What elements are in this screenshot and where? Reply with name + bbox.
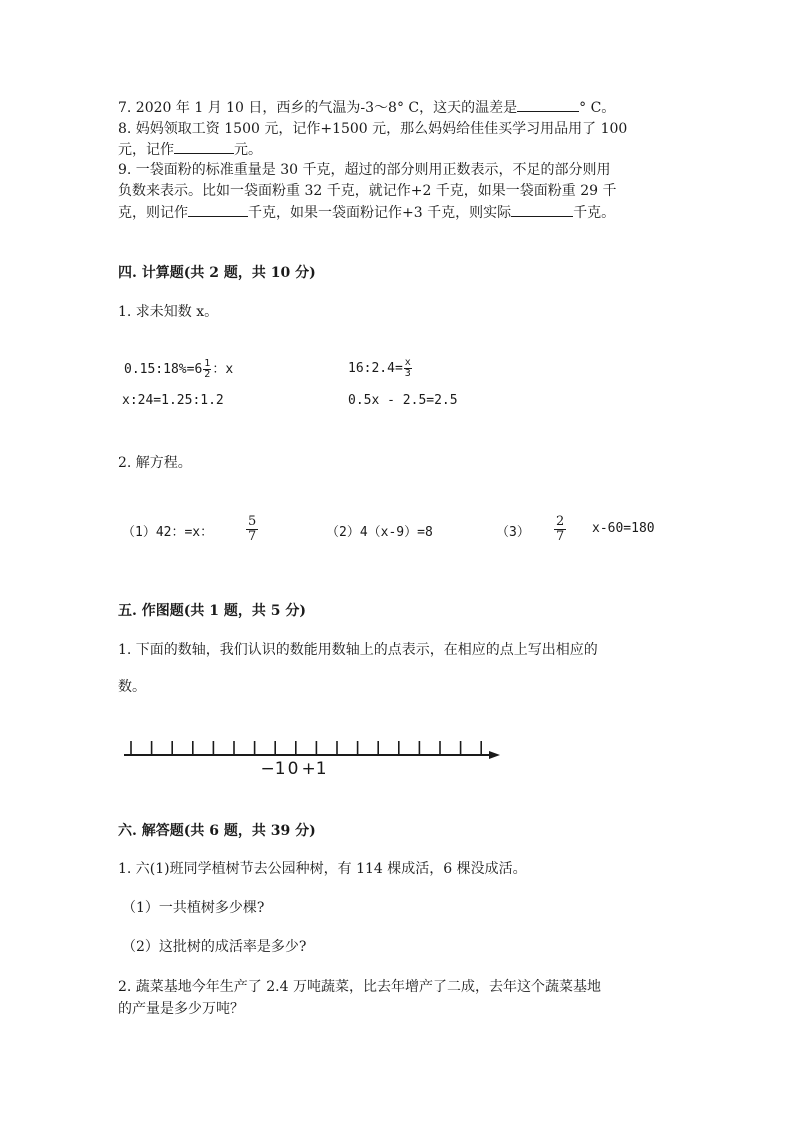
fraction-denominator: 2 [204, 369, 211, 380]
question-9-part-b: 千克，如果一袋面粉记作+3 千克，则实际 [248, 205, 512, 221]
question-9-line1: 9. 一袋面粉的标准重量是 30 千克，超过的部分则用正数表示，不足的部分则用 [118, 162, 611, 178]
solve-part-1: （1）42：=x： [122, 525, 214, 540]
question-9-part-a: 克，则记作 [118, 205, 188, 221]
question-8-suffix: 元。 [234, 142, 262, 158]
equation-1 [124, 358, 233, 380]
calc-question-1-prompt: 1. 求未知数 x。 [118, 304, 219, 320]
axis-label-zero: 0 [287, 759, 299, 779]
fraction-numerator: 2 [556, 514, 565, 529]
answer-blank[interactable] [188, 202, 248, 217]
answer-blank[interactable] [174, 139, 234, 154]
answer-question-2-line1: 2. 蔬菜基地今年生产了 2.4 万吨蔬菜，比去年增产了二成，去年这个蔬菜基地 [118, 979, 601, 995]
answer-question-1-part-1: （1）一共植树多少棵? [122, 900, 265, 916]
fraction [203, 359, 211, 380]
drawing-question-line1: 1. 下面的数轴，我们认识的数能用数轴上的点表示，在相应的点上写出相应的 [118, 642, 598, 658]
question-7 [118, 97, 615, 118]
section-6-heading: 六. 解答题(共 6 题，共 39 分) [118, 823, 316, 839]
question-8-line2 [118, 139, 262, 160]
fraction-denominator: 3 [404, 368, 411, 379]
equation-1-left: 0.15:18%=6 [124, 362, 203, 377]
fraction-denominator: 7 [556, 529, 565, 544]
equation-1-right: ：x [212, 362, 234, 377]
section-4-heading: 四. 计算题(共 2 题，共 10 分) [118, 265, 316, 281]
equation-2-left: 16:2.4= [348, 361, 403, 376]
drawing-question-line2: 数。 [118, 679, 146, 695]
answer-question-2-line2: 的产量是多少万吨？ [118, 1001, 244, 1017]
answer-question-1-part-2: （2）这批树的成活率是多少? [122, 939, 307, 955]
fraction-denominator: 7 [248, 529, 257, 544]
equation-2 [348, 358, 413, 379]
solve-part-3-tail: x-60=180 [592, 521, 655, 536]
calc-question-2-prompt: 2. 解方程。 [118, 455, 192, 471]
fraction [404, 358, 412, 379]
solve-part-2: （2）4（x-9）=8 [326, 525, 433, 540]
answer-blank[interactable] [511, 202, 573, 217]
answer-blank[interactable] [517, 97, 579, 112]
question-8-prefix: 元，记作 [118, 142, 174, 158]
arrow-right-icon [489, 751, 500, 759]
question-7-suffix: ° C。 [579, 100, 616, 116]
axis-label-plus-one: +1 [301, 759, 327, 779]
solve-part-1-fraction [246, 515, 258, 544]
fraction-numerator: 1 [204, 358, 211, 369]
axis-label-minus-one: −1 [260, 759, 286, 779]
solve-part-3-fraction [554, 515, 566, 544]
section-5-heading: 五. 作图题(共 1 题，共 5 分) [118, 603, 306, 619]
solve-part-3-label: （3） [496, 525, 530, 540]
question-9-line2: 负数来表示。比如一袋面粉重 32 千克，就记作+2 千克，如果一袋面粉重 29 千 [118, 183, 617, 199]
fraction-numerator: x [404, 357, 411, 368]
number-line[interactable] [0, 732, 794, 792]
equation-3: x:24=1.25:1.2 [122, 393, 224, 408]
question-7-text: 7. 2020 年 1 月 10 日，西乡的气温为-3～8° C，这天的温差是 [118, 100, 518, 116]
question-8-line1: 8. 妈妈领取工资 1500 元，记作+1500 元，那么妈妈给佳佳买学习用品用了 100 [118, 121, 628, 137]
answer-question-1: 1. 六(1)班同学植树节去公园种树，有 114 棵成活，6 棵没成活。 [118, 861, 527, 877]
question-9-line3 [118, 202, 615, 223]
equation-4: 0.5x - 2.5=2.5 [348, 393, 458, 408]
question-9-part-c: 千克。 [573, 205, 616, 221]
fraction-numerator: 5 [248, 514, 257, 529]
